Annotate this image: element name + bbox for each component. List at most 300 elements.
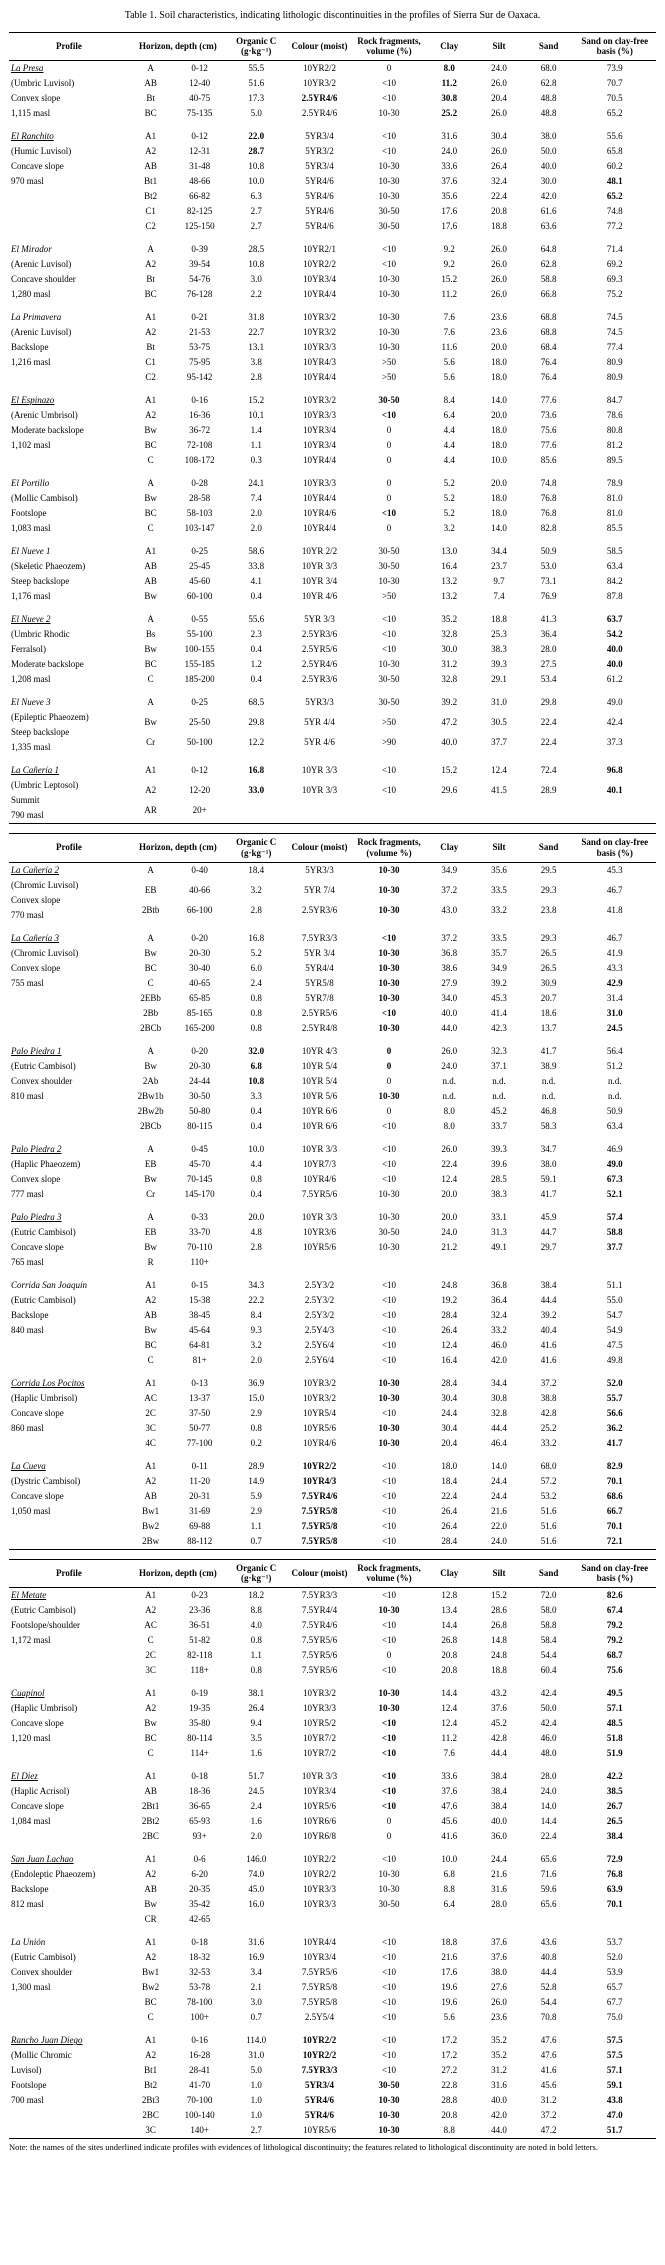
data-row — [9, 544, 656, 559]
cell-colour: 10YR 3/3 — [301, 785, 338, 796]
cell-sand-clay-free: 82.9 — [606, 1460, 623, 1471]
cell-sand: 38.8 — [540, 1392, 557, 1403]
spacer-cell — [9, 1036, 656, 1044]
soil-table-section-2 — [9, 833, 656, 1550]
cell-clay: 26.4 — [441, 1520, 458, 1531]
cell-organic-c: 9.3 — [250, 1324, 262, 1335]
cell-depth: 69-88 — [189, 1520, 211, 1531]
cell-horizon: Bw — [144, 1173, 157, 1184]
cell-depth: 45-70 — [189, 1158, 211, 1169]
cell-sand: 53.4 — [540, 674, 557, 685]
cell-rock-fragments: 10-30 — [378, 1188, 400, 1199]
cell-rock-fragments: 30-50 — [378, 674, 400, 685]
cell-colour: 7.5YR5/6 — [301, 1188, 338, 1199]
cell-clay: 19.6 — [441, 1997, 458, 2008]
cell-clay: 35.2 — [441, 614, 458, 625]
cell-depth: 31-69 — [189, 1505, 211, 1516]
cell-rock-fragments: 10-30 — [378, 962, 400, 973]
cell-organic-c: 4.0 — [250, 1620, 262, 1631]
cell-horizon: Bw2 — [142, 1982, 160, 1993]
cell-depth: 82-118 — [187, 1650, 213, 1661]
cell-clay: 14.4 — [441, 1620, 458, 1631]
cell-clay: 10.0 — [441, 1854, 458, 1865]
cell-horizon: C1 — [145, 206, 156, 217]
cell-sand-clay-free: 66.7 — [606, 1505, 623, 1516]
cell-rock-fragments: <10 — [381, 244, 397, 255]
cell-sand: 20.7 — [540, 992, 557, 1003]
cell-horizon: CR — [144, 1914, 157, 1925]
soil-table-section-3 — [9, 1559, 656, 2140]
cell-depth: 20-30 — [189, 1060, 211, 1071]
data-row — [9, 1142, 656, 1157]
cell-sand-clay-free: 61.2 — [606, 674, 623, 685]
cell-sand: 53.0 — [540, 561, 557, 572]
cell-sand-clay-free: 41.8 — [606, 904, 623, 915]
profile-info-line: Concave slope — [11, 1407, 64, 1418]
column-header-sand-clay-free: Sand on clay-free basis (%) — [574, 1559, 657, 1588]
cell-clay: 17.2 — [441, 2035, 458, 2046]
column-header-horizon-depth: Horizon, depth (cm) — [129, 834, 227, 863]
data-row — [9, 1686, 656, 1701]
cell-silt: 21.6 — [491, 1869, 507, 1880]
cell-clay: 11.6 — [441, 342, 457, 353]
cell-sand: 73.6 — [540, 410, 557, 421]
cell-organic-c: 28.9 — [248, 1460, 265, 1471]
spacer-cell — [9, 385, 656, 393]
cell-organic-c: 55.5 — [248, 63, 265, 74]
spacer-cell — [9, 234, 656, 242]
cell-sand-clay-free: 65.2 — [606, 108, 623, 119]
profile-info-line: Convex slope — [11, 1173, 61, 1184]
cell-colour: 10YR4/6 — [303, 1173, 337, 1184]
column-header-silt: Silt — [474, 32, 524, 61]
data-row — [9, 1852, 656, 1867]
profile-spacer — [9, 923, 656, 931]
cell-sand-clay-free: 51.8 — [606, 1733, 623, 1744]
cell-sand-clay-free: 67.4 — [606, 1605, 623, 1616]
column-header-profile: Profile — [9, 32, 129, 61]
cell-clay: 4.4 — [443, 440, 455, 451]
spacer-cell — [9, 1270, 656, 1278]
cell-colour: 10YR3/3 — [303, 1703, 337, 1714]
cell-silt: 31.6 — [491, 2080, 507, 2091]
profile-spacer — [9, 468, 656, 476]
cell-colour: 10YR6/8 — [303, 1831, 337, 1842]
cell-colour: 10YR 4/3 — [301, 1045, 338, 1056]
cell-sand-clay-free: 89.5 — [606, 455, 623, 466]
cell-sand-clay-free: 76.8 — [606, 1869, 623, 1880]
cell-clay: 45.6 — [441, 1816, 458, 1827]
cell-clay: 20.0 — [441, 1211, 458, 1222]
profile-name: El Portillo — [11, 478, 50, 489]
cell-clay: 5.6 — [443, 372, 455, 383]
cell-sand-clay-free: 57.1 — [606, 1703, 623, 1714]
cell-sand-clay-free: 55.7 — [606, 1392, 623, 1403]
cell-clay: 24.8 — [441, 1279, 458, 1290]
cell-sand: 37.2 — [540, 1377, 557, 1388]
cell-sand: 14.4 — [540, 1816, 557, 1827]
cell-organic-c: 2.0 — [250, 523, 262, 534]
cell-depth: 0-20 — [191, 1045, 208, 1056]
cell-clay: 41.6 — [441, 1831, 458, 1842]
cell-sand: 29.3 — [540, 884, 557, 895]
data-row — [9, 1935, 656, 1950]
cell-rock-fragments: >90 — [381, 737, 397, 748]
cell-organic-c: 1.0 — [250, 2080, 262, 2091]
cell-clay: 28.8 — [441, 2095, 458, 2106]
cell-organic-c: 10.1 — [248, 410, 265, 421]
column-header-horizon-depth: Horizon, depth (cm) — [129, 1559, 227, 1588]
cell-sand-clay-free: 84.7 — [606, 395, 623, 406]
cell-silt: 38.4 — [491, 1771, 507, 1782]
profile-info-line: Luvisol) — [11, 2065, 42, 2076]
cell-colour: 10YR3/4 — [303, 1952, 337, 1963]
profile-info-line: (Umbric Luvisol) — [11, 78, 75, 89]
cell-silt: 10.0 — [491, 455, 507, 466]
cell-sand-clay-free: 78.6 — [606, 410, 623, 421]
profile-spacer — [9, 1451, 656, 1459]
cell-depth: 0-25 — [191, 546, 208, 557]
cell-rock-fragments: 30-50 — [378, 561, 400, 572]
column-header-organic-c: Organic C (g·kg⁻¹) — [227, 32, 286, 61]
cell-horizon: A1 — [145, 765, 157, 776]
cell-rock-fragments: <10 — [381, 1635, 397, 1646]
cell-clay: 5.2 — [443, 493, 455, 504]
cell-sand-clay-free: 70.1 — [606, 1475, 623, 1486]
cell-sand: 72.0 — [540, 1590, 557, 1601]
cell-sand: 42.4 — [540, 1718, 557, 1729]
cell-rock-fragments: <10 — [381, 1354, 397, 1365]
cell-depth: 77-100 — [186, 1437, 213, 1448]
cell-colour: 10YR3/2 — [303, 395, 337, 406]
cell-horizon: 2Bt2 — [141, 1816, 160, 1827]
cell-sand: 82.8 — [540, 523, 557, 534]
cell-clay: 9.2 — [443, 244, 455, 255]
cell-depth: 100-155 — [184, 644, 215, 655]
profile-info-line: (Haplic Umbrisol) — [11, 1703, 78, 1714]
cell-rock-fragments: 0 — [386, 1075, 392, 1086]
cell-clay: 31.2 — [441, 659, 458, 670]
cell-sand-clay-free: 63.9 — [606, 1884, 623, 1895]
cell-rock-fragments: 30-50 — [378, 546, 400, 557]
cell-organic-c: 1.1 — [250, 1650, 262, 1661]
cell-organic-c: 31.0 — [248, 2050, 265, 2061]
cell-horizon: A2 — [145, 785, 157, 796]
profile-name: El Ranchito — [11, 131, 54, 142]
cell-silt: 24.4 — [491, 1854, 507, 1865]
cell-colour: 5YR3/4 — [305, 2080, 335, 2091]
cell-horizon: Bw — [144, 947, 157, 958]
cell-clay: 40.0 — [441, 737, 458, 748]
cell-silt: 18.0 — [491, 357, 507, 368]
cell-silt: 44.4 — [491, 1422, 507, 1433]
cell-silt: 18.0 — [491, 372, 507, 383]
cell-colour: 10YR2/2 — [302, 1460, 337, 1471]
cell-colour: 10YR 3/3 — [301, 765, 338, 776]
cell-clay: 34.9 — [441, 864, 458, 875]
cell-horizon: AB — [144, 561, 157, 572]
cell-clay: 43.0 — [441, 904, 458, 915]
cell-clay: 6.4 — [443, 410, 455, 421]
cell-colour: 5YR4/4 — [305, 962, 334, 973]
cell-organic-c: 18.4 — [248, 864, 265, 875]
profile-info-line: (Dystric Cambisol) — [11, 1475, 81, 1486]
cell-rock-fragments: <10 — [381, 410, 397, 421]
cell-depth: 36-65 — [189, 1801, 211, 1812]
cell-horizon: BC — [144, 659, 157, 670]
cell-depth: 78-100 — [186, 1997, 213, 2008]
cell-colour: 2.5YR4/8 — [301, 1022, 338, 1033]
cell-sand-clay-free: 69.3 — [606, 274, 623, 285]
cell-clay: 16.4 — [441, 1354, 458, 1365]
cell-clay: 24.0 — [441, 1226, 458, 1237]
cell-colour: 7.5YR4/6 — [301, 1490, 338, 1501]
profile-name: La Presa — [11, 63, 44, 74]
cell-depth: 37-50 — [189, 1407, 211, 1418]
cell-clay: 3.2 — [443, 523, 455, 534]
data-row — [9, 862, 656, 883]
cell-depth: 0-20 — [191, 932, 208, 943]
cell-depth: 0-21 — [191, 312, 208, 323]
cell-horizon: C — [147, 455, 154, 466]
cell-sand: 41.6 — [540, 2065, 557, 2076]
cell-organic-c: 26.4 — [248, 1703, 265, 1714]
cell-depth: 108-172 — [184, 455, 215, 466]
profile-spacer — [9, 1927, 656, 1935]
cell-silt: 46.4 — [491, 1437, 507, 1448]
cell-colour: 10YR 3/3 — [301, 1211, 338, 1222]
cell-clay: 20.8 — [441, 1665, 458, 1676]
cell-colour: 10YR4/4 — [303, 493, 337, 504]
cell-horizon: BC — [144, 1733, 157, 1744]
cell-clay: 12.4 — [441, 1173, 458, 1184]
cell-rock-fragments: <10 — [381, 1324, 397, 1335]
cell-depth: 0-55 — [191, 614, 208, 625]
column-header-profile: Profile — [9, 834, 129, 863]
cell-sand: 22.4 — [540, 717, 557, 728]
cell-silt: 36.0 — [491, 1831, 507, 1842]
cell-colour: 2.5YR3/6 — [301, 629, 338, 640]
cell-sand-clay-free: 65.8 — [606, 146, 623, 157]
cell-rock-fragments: 10-30 — [378, 864, 400, 875]
cell-organic-c: 45.0 — [248, 1884, 265, 1895]
cell-sand-clay-free: 71.4 — [606, 244, 623, 255]
cell-clay — [424, 803, 474, 824]
cell-organic-c: 2.3 — [250, 629, 262, 640]
cell-clay: 30.4 — [441, 1392, 458, 1403]
profile-name: Palo Piedra 1 — [11, 1045, 62, 1056]
profile-info-line: (Humic Luvisol) — [11, 146, 72, 157]
cell-organic-c: 5.0 — [250, 2065, 262, 2076]
cell-depth: 48-66 — [189, 176, 211, 187]
cell-sand-clay-free: 40.0 — [606, 659, 623, 670]
profile-name: El Nueve 2 — [11, 614, 51, 625]
cell-sand: 44.4 — [540, 1294, 557, 1305]
cell-sand: 41.6 — [540, 1339, 557, 1350]
cell-colour: 7.5YR5/8 — [301, 1982, 338, 1993]
cell-colour: 5YR 3/3 — [304, 614, 335, 625]
cell-depth: 80-114 — [187, 1733, 213, 1744]
cell-silt: 42.0 — [491, 2110, 507, 2121]
header-row — [9, 834, 656, 863]
cell-silt: 28.6 — [491, 1605, 507, 1616]
cell-rock-fragments: 10-30 — [378, 992, 400, 1003]
cell-horizon: Bt2 — [144, 191, 158, 202]
cell-depth: 25-45 — [189, 561, 211, 572]
cell-sand: 48.0 — [540, 1748, 557, 1759]
profile-spacer — [9, 1368, 656, 1376]
cell-horizon: AB — [144, 1786, 157, 1797]
cell-sand: 57.2 — [540, 1475, 557, 1486]
cell-sand-clay-free: 49.0 — [606, 697, 623, 708]
profile-info-line: Concave slope — [11, 1801, 64, 1812]
cell-rock-fragments: <10 — [381, 78, 397, 89]
cell-horizon: BC — [144, 1339, 157, 1350]
cell-silt: 26.8 — [491, 1620, 507, 1631]
cell-clay: 37.2 — [441, 884, 458, 895]
cell-depth: 40-75 — [189, 93, 211, 104]
cell-horizon: BC — [144, 289, 157, 300]
cell-silt: 31.2 — [491, 2065, 507, 2076]
cell-organic-c: 13.1 — [248, 342, 265, 353]
cell-sand: 50.0 — [540, 146, 557, 157]
cell-horizon: Bt — [146, 93, 155, 104]
cell-silt: 7.4 — [493, 591, 505, 602]
cell-horizon: Bw — [144, 717, 157, 728]
cell-organic-c: 2.9 — [250, 1407, 262, 1418]
cell-colour: 10YR4/3 — [302, 1475, 337, 1486]
cell-colour: 10YR2/2 — [303, 1854, 337, 1865]
cell-sand-clay-free: 58.8 — [606, 1226, 623, 1237]
cell-depth: 18-36 — [189, 1786, 211, 1797]
cell-depth: 12-40 — [189, 78, 211, 89]
cell-colour: 10YR3/4 — [303, 425, 337, 436]
profile-spacer — [9, 687, 656, 695]
cell-depth: 0-40 — [191, 864, 208, 875]
cell-depth: 85-165 — [186, 1007, 213, 1018]
cell-horizon: Bw2 — [142, 1520, 160, 1531]
profile-spacer — [9, 604, 656, 612]
profile-cell — [9, 242, 129, 302]
cell-horizon: C — [147, 1635, 154, 1646]
cell-sand-clay-free: 74.5 — [606, 327, 623, 338]
cell-rock-fragments: 10-30 — [378, 176, 400, 187]
cell-horizon: Cr — [146, 1188, 156, 1199]
cell-silt: 38.3 — [491, 1188, 507, 1199]
cell-sand-clay-free: 57.5 — [606, 2050, 623, 2061]
cell-organic-c: 2.1 — [250, 1982, 262, 1993]
cell-silt: 18.0 — [491, 493, 507, 504]
cell-colour: 10YR3/4 — [303, 440, 337, 451]
cell-silt: 22.4 — [491, 191, 507, 202]
cell-silt: 26.0 — [491, 289, 507, 300]
cell-colour: 5YR3/4 — [305, 131, 334, 142]
cell-sand: 68.4 — [540, 342, 557, 353]
cell-clay: 33.6 — [441, 1771, 458, 1782]
profile-info-line: 810 masl — [11, 1090, 44, 1101]
cell-rock-fragments: 10-30 — [378, 904, 400, 915]
cell-organic-c: 28.5 — [248, 244, 265, 255]
cell-organic-c: 0.8 — [250, 1422, 262, 1433]
cell-depth: 0-19 — [191, 1688, 208, 1699]
cell-clay: 9.2 — [443, 259, 455, 270]
cell-sand: 25.2 — [540, 1422, 557, 1433]
cell-rock-fragments — [354, 1255, 425, 1270]
cell-colour: 7.5YR3/3 — [301, 2065, 338, 2076]
cell-horizon: A2 — [145, 1869, 157, 1880]
cell-horizon: A — [147, 1143, 154, 1154]
cell-colour: 5YR4/6 — [305, 2095, 335, 2106]
cell-silt: 24.4 — [491, 1490, 507, 1501]
cell-organic-c: 16.8 — [248, 932, 265, 943]
cell-silt: 30.5 — [491, 717, 507, 728]
cell-silt: 18.8 — [491, 1665, 507, 1676]
spacer-cell — [9, 1927, 656, 1935]
cell-depth: 50-100 — [186, 737, 213, 748]
cell-organic-c: 5.0 — [250, 108, 262, 119]
cell-silt: 37.6 — [491, 1937, 507, 1948]
cell-sand: 37.2 — [540, 2110, 557, 2121]
cell-colour: 2.5Y6/4 — [304, 1339, 335, 1350]
cell-sand: 33.2 — [540, 1437, 557, 1448]
cell-silt: 18.0 — [491, 440, 507, 451]
profile-spacer — [9, 1036, 656, 1044]
spacer-cell — [9, 604, 656, 612]
cell-sand: 51.6 — [540, 1505, 557, 1516]
cell-organic-c — [227, 1912, 286, 1927]
profile-info-line: Footslope — [11, 2080, 47, 2091]
data-row — [9, 1376, 656, 1391]
cell-horizon: Bw — [144, 591, 157, 602]
cell-organic-c: 3.2 — [250, 1339, 262, 1350]
profile-info-line: (Mollic Cambisol) — [11, 493, 78, 504]
cell-sand: 40.4 — [540, 1324, 557, 1335]
cell-colour: 2.5YR5/6 — [301, 644, 338, 655]
column-header-sand: Sand — [524, 1559, 574, 1588]
cell-horizon: A1 — [145, 1590, 157, 1601]
cell-sand-clay-free: 80.8 — [606, 425, 623, 436]
cell-sand: 73.1 — [540, 576, 557, 587]
cell-sand-clay-free: 70.7 — [606, 78, 623, 89]
spacer-cell — [9, 1451, 656, 1459]
column-header-silt: Silt — [474, 1559, 524, 1588]
cell-silt: 26.0 — [491, 274, 507, 285]
cell-sand: 13.7 — [540, 1022, 557, 1033]
cell-rock-fragments: 10-30 — [378, 1688, 400, 1699]
cell-colour: 2.5YR4/6 — [301, 93, 338, 104]
cell-sand-clay-free: 63.4 — [606, 561, 623, 572]
cell-depth: 35-42 — [189, 1899, 211, 1910]
cell-rock-fragments: 10-30 — [378, 274, 400, 285]
table-header — [9, 32, 656, 61]
cell-clay: 26.8 — [441, 1635, 458, 1646]
cell-organic-c: 18.2 — [248, 1590, 265, 1601]
cell-clay: 18.8 — [441, 1937, 458, 1948]
cell-rock-fragments: 10-30 — [378, 884, 400, 895]
profile-info-line: 700 masl — [11, 2095, 44, 2106]
cell-rock-fragments: 30-50 — [378, 206, 400, 217]
cell-colour: 10YR5/6 — [303, 2125, 337, 2136]
cell-rock-fragments: 10-30 — [378, 289, 400, 300]
cell-horizon: C — [147, 1354, 154, 1365]
cell-sand-clay-free — [574, 803, 657, 824]
data-row — [9, 1210, 656, 1225]
cell-organic-c: 0.3 — [250, 455, 262, 466]
profile-name: Rancho Juan Diego — [11, 2035, 83, 2046]
profile-spacer — [9, 302, 656, 310]
profile-name: La Unión — [11, 1937, 46, 1948]
column-header-clay: Clay — [424, 32, 474, 61]
